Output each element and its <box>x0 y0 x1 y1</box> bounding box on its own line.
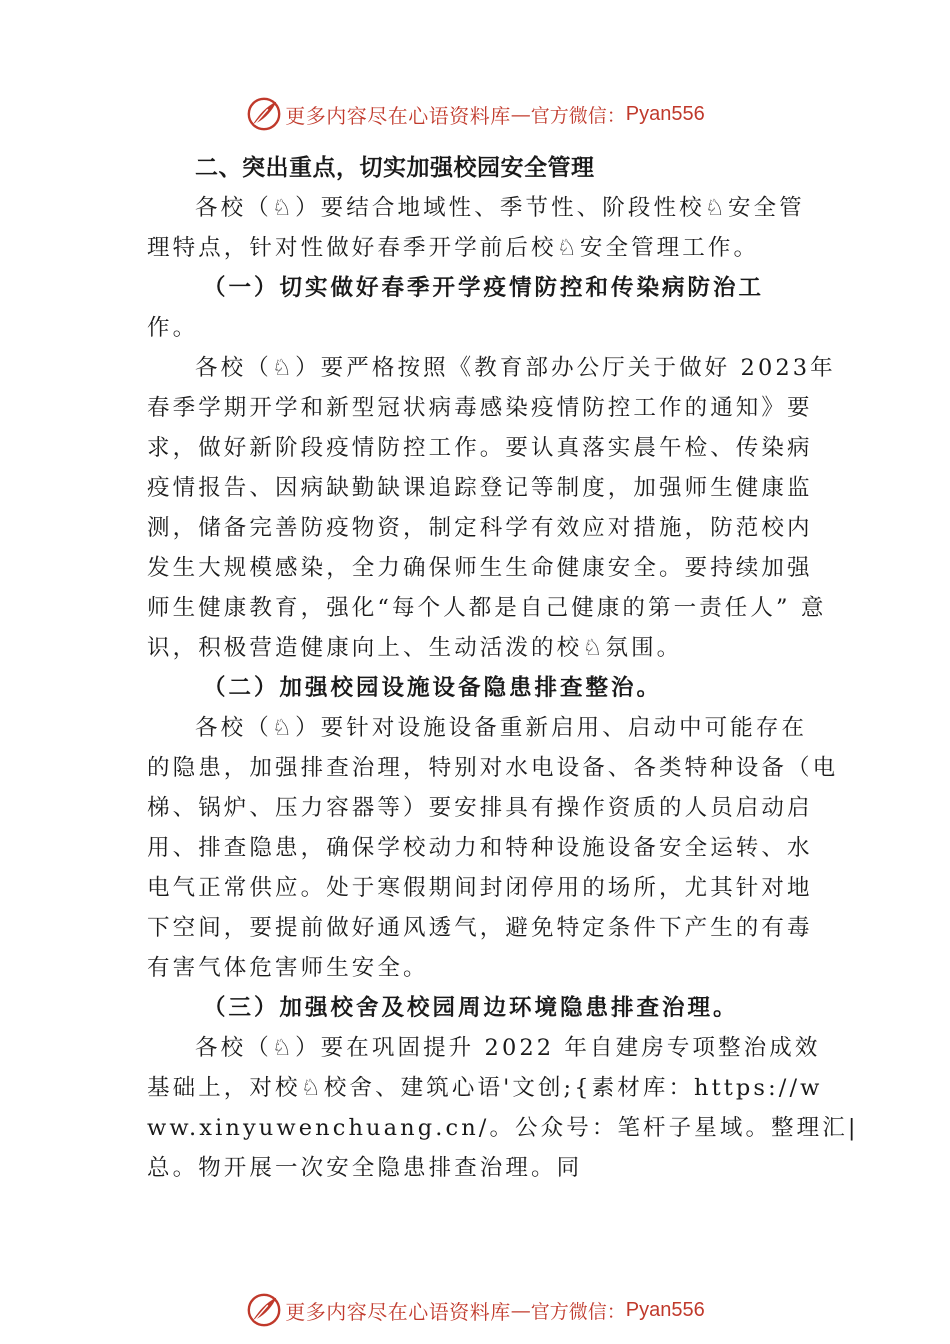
paragraph-line: 求，做好新阶段疫情防控工作。要认真落实晨午检、传染病 <box>147 435 813 461</box>
wechat-id: Pyan556 <box>625 1298 705 1321</box>
quill-pen-icon <box>245 1291 283 1329</box>
subsection-heading: （二）加强校园设施设备隐患排查整治。 <box>203 675 663 701</box>
paragraph-line: 有害气体危害师生安全。 <box>147 955 429 981</box>
paragraph-line: 的隐患，加强排查治理，特别对水电设备、各类特种设备（电 <box>147 755 839 781</box>
subsection-heading: 作。 <box>147 315 199 341</box>
paragraph-line: 梯、锅炉、压力容器等）要安排具有操作资质的人员启动启 <box>147 795 813 821</box>
paragraph-line: 春季学期开学和新型冠状病毒感染疫情防控工作的通知》要 <box>147 395 813 421</box>
paragraph-line: 基础上，对校♘校舍、建筑心语'文创;{素材库：https://w <box>147 1075 823 1101</box>
paragraph-line: 疫情报告、因病缺勤缺课追踪登记等制度，加强师生健康监 <box>147 475 813 501</box>
section-title: 二、突出重点，切实加强校园安全管理 <box>195 155 595 181</box>
wechat-id: Pyan556 <box>625 102 705 125</box>
watermark-banner-bottom <box>0 1290 950 1330</box>
watermark-text: 更多内容尽在心语资料库 <box>285 103 511 128</box>
wechat-label: 官方微信： <box>530 1300 626 1323</box>
quill-pen-icon <box>245 95 283 133</box>
paragraph-line: 各校（♘）要严格按照《教育部办公厅关于做好 2023年 <box>195 355 836 381</box>
paragraph-line: 各校（♘）要针对设施设备重新启用、启动中可能存在 <box>195 715 808 741</box>
paragraph-line: 发生大规模感染，全力确保师生生命健康安全。要持续加强 <box>147 555 813 581</box>
wechat-label: 官方微信： <box>530 104 626 127</box>
paragraph-line: 测，储备完善防疫物资，制定科学有效应对措施，防范校内 <box>147 515 813 541</box>
subsection-heading: （一）切实做好春季开学疫情防控和传染病防治工 <box>203 275 765 301</box>
watermark-banner-top <box>0 94 950 134</box>
watermark-separator: — <box>510 102 531 126</box>
paragraph-line: 各校（♘）要在巩固提升 2022 年自建房专项整治成效 <box>195 1035 821 1061</box>
watermark-text: 更多内容尽在心语资料库 <box>285 1299 511 1324</box>
paragraph-line: 理特点，针对性做好春季开学前后校♘安全管理工作。 <box>147 235 760 261</box>
paragraph-line: ww.xinyuwenchuang.cn/。公众号：笔杆子星域。整理汇| <box>147 1115 859 1141</box>
watermark-separator: — <box>510 1298 531 1322</box>
paragraph-line: 用、排查隐患，确保学校动力和特种设施设备安全运转、水 <box>147 835 813 861</box>
paragraph-line: 识，积极营造健康向上、生动活泼的校♘氛围。 <box>147 635 683 661</box>
subsection-heading: （三）加强校舍及校园周边环境隐患排查治理。 <box>203 995 739 1021</box>
document-body <box>147 148 859 1188</box>
paragraph-line: 师生健康教育，强化“每个人都是自己健康的第一责任人” 意 <box>147 595 827 621</box>
paragraph-line: 总。物开展一次安全隐患排查治理。同 <box>147 1155 583 1181</box>
paragraph-line: 各校（♘）要结合地域性、季节性、阶段性校♘安全管 <box>195 195 805 221</box>
paragraph-line: 下空间，要提前做好通风透气，避免特定条件下产生的有毒 <box>147 915 813 941</box>
paragraph-line: 电气正常供应。处于寒假期间封闭停用的场所，尤其针对地 <box>147 875 813 901</box>
